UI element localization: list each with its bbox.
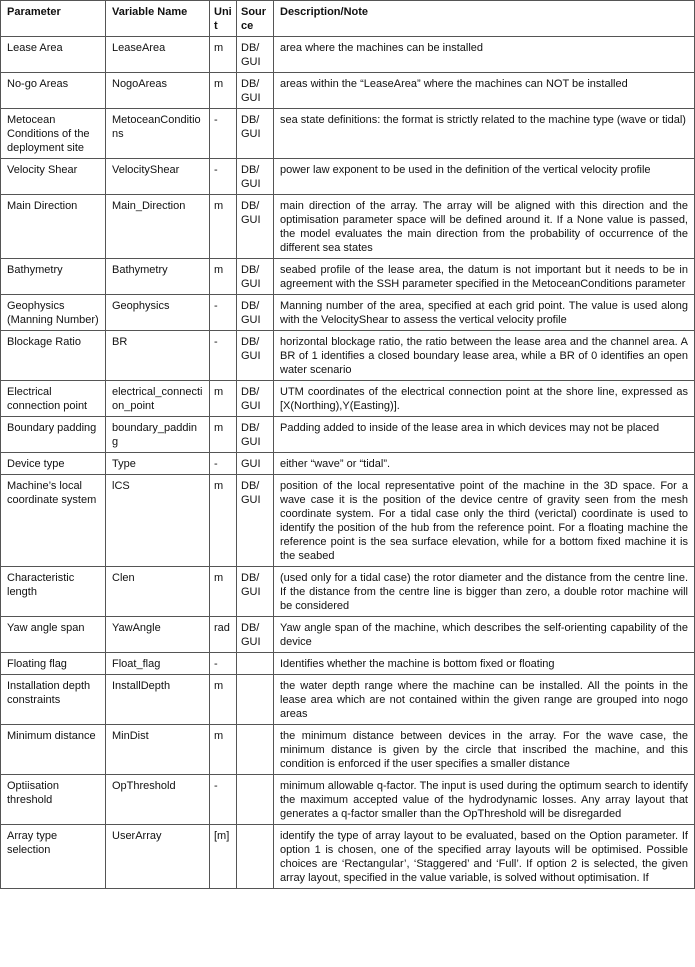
header-unit: Unit bbox=[210, 1, 237, 37]
cell-variable-name: Bathymetry bbox=[106, 259, 210, 295]
cell-variable-name: Clen bbox=[106, 567, 210, 617]
cell-parameter: Installation depth constraints bbox=[1, 675, 106, 725]
cell-variable-name: Type bbox=[106, 453, 210, 475]
cell-description: horizontal blockage ratio, the ratio between the lease area and the channel area. A BR of 1 identifies a closed boundary lease area, while a BR of 0 identifies an open water scenario bbox=[274, 331, 695, 381]
cell-variable-name: Geophysics bbox=[106, 295, 210, 331]
cell-source: DB/ GUI bbox=[237, 73, 274, 109]
cell-parameter: Machine’s local coordinate system bbox=[1, 475, 106, 567]
cell-variable-name: OpThreshold bbox=[106, 775, 210, 825]
cell-variable-name: LeaseArea bbox=[106, 37, 210, 73]
table-row bbox=[1, 475, 695, 567]
cell-variable-name: VelocityShear bbox=[106, 159, 210, 195]
cell-unit: m bbox=[210, 381, 237, 417]
cell-unit: m bbox=[210, 675, 237, 725]
cell-unit: - bbox=[210, 159, 237, 195]
cell-parameter: Metocean Conditions of the deployment site bbox=[1, 109, 106, 159]
cell-parameter: Lease Area bbox=[1, 37, 106, 73]
cell-variable-name: InstallDepth bbox=[106, 675, 210, 725]
table-row bbox=[1, 259, 695, 295]
table-row bbox=[1, 417, 695, 453]
cell-unit: m bbox=[210, 475, 237, 567]
table-row bbox=[1, 653, 695, 675]
cell-parameter: Geophysics (Manning Number) bbox=[1, 295, 106, 331]
cell-variable-name: Main_Direction bbox=[106, 195, 210, 259]
cell-variable-name: electrical_connection_point bbox=[106, 381, 210, 417]
table-row bbox=[1, 825, 695, 889]
cell-description: areas within the “LeaseArea” where the machines can NOT be installed bbox=[274, 73, 695, 109]
cell-description: identify the type of array layout to be evaluated, based on the Option parameter. If option 1 is chosen, one of the specified array layouts will be optimised. Possible choices are ‘Rectangular’, ‘Staggered’ and ‘Full’. If option 2 is selected, the given array layout, specified in the value variable, is solved without optimisation. If bbox=[274, 825, 695, 889]
cell-variable-name: MinDist bbox=[106, 725, 210, 775]
cell-description: sea state definitions: the format is strictly related to the machine type (wave or tidal) bbox=[274, 109, 695, 159]
cell-source: DB/ GUI bbox=[237, 331, 274, 381]
table-row bbox=[1, 37, 695, 73]
cell-parameter: Optiisation threshold bbox=[1, 775, 106, 825]
cell-parameter: Main Direction bbox=[1, 195, 106, 259]
table-row bbox=[1, 73, 695, 109]
cell-parameter: Electrical connection point bbox=[1, 381, 106, 417]
cell-source: DB/ GUI bbox=[237, 159, 274, 195]
table-row bbox=[1, 617, 695, 653]
cell-description: minimum allowable q-factor. The input is used during the optimum search to identify the maximum accepted value of the hydrodynamic losses. Any array layout that generates a q-factor smaller than the OpThreshold will be disregarded bbox=[274, 775, 695, 825]
cell-unit: m bbox=[210, 725, 237, 775]
cell-unit: - bbox=[210, 775, 237, 825]
cell-description: Padding added to inside of the lease area in which devices may not be placed bbox=[274, 417, 695, 453]
table-row bbox=[1, 675, 695, 725]
cell-source bbox=[237, 775, 274, 825]
table-row bbox=[1, 331, 695, 381]
cell-description: the water depth range where the machine can be installed. All the points in the lease area which are not contained within the given range are grouped into nogo areas bbox=[274, 675, 695, 725]
cell-unit: rad bbox=[210, 617, 237, 653]
table-row bbox=[1, 775, 695, 825]
cell-unit: m bbox=[210, 73, 237, 109]
cell-source: DB/ GUI bbox=[237, 381, 274, 417]
cell-description: position of the local representative point of the machine in the 3D space. For a wave case it is the position of the device centre of gravity seen from the mesh coordinate system. For a tidal case only the third (verictal) coordinate is used to identify the position of the hub from the reference point. For a floating machine the reference point is the sea surface elevation, while for a bottom fixed machine it is the seabed bbox=[274, 475, 695, 567]
cell-unit: m bbox=[210, 417, 237, 453]
cell-unit: m bbox=[210, 259, 237, 295]
cell-description: seabed profile of the lease area, the datum is not important but it needs to be in agreement with the SSH parameter specified in the MetoceanConditions parameter bbox=[274, 259, 695, 295]
cell-description: main direction of the array. The array will be aligned with this direction and the optimisation parameter space will be defined around it. If a None value is passed, the model evaluates the main direction from the probability of occurrence of the different sea states bbox=[274, 195, 695, 259]
cell-source: DB/ GUI bbox=[237, 295, 274, 331]
table-row bbox=[1, 381, 695, 417]
cell-unit: m bbox=[210, 567, 237, 617]
cell-variable-name: NogoAreas bbox=[106, 73, 210, 109]
table-row bbox=[1, 195, 695, 259]
cell-description: (used only for a tidal case) the rotor diameter and the distance from the centre line. If the distance from the centre line is bigger than zero, a double rotor machine will be considered bbox=[274, 567, 695, 617]
cell-variable-name: MetoceanConditions bbox=[106, 109, 210, 159]
cell-description: UTM coordinates of the electrical connection point at the shore line, expressed as [X(Northing),Y(Easting)]. bbox=[274, 381, 695, 417]
header-description: Description/Note bbox=[274, 1, 695, 37]
cell-description: either “wave” or “tidal”. bbox=[274, 453, 695, 475]
cell-source bbox=[237, 725, 274, 775]
cell-description: power law exponent to be used in the definition of the vertical velocity profile bbox=[274, 159, 695, 195]
cell-variable-name: boundary_padding bbox=[106, 417, 210, 453]
table-row bbox=[1, 453, 695, 475]
cell-unit: - bbox=[210, 295, 237, 331]
cell-description: area where the machines can be installed bbox=[274, 37, 695, 73]
cell-parameter: Boundary padding bbox=[1, 417, 106, 453]
cell-parameter: Device type bbox=[1, 453, 106, 475]
cell-unit: - bbox=[210, 653, 237, 675]
cell-source: DB/ GUI bbox=[237, 109, 274, 159]
cell-source: DB/ GUI bbox=[237, 195, 274, 259]
cell-source: DB/ GUI bbox=[237, 475, 274, 567]
table-row bbox=[1, 109, 695, 159]
cell-source: DB/ GUI bbox=[237, 37, 274, 73]
cell-source bbox=[237, 675, 274, 725]
cell-source: DB/ GUI bbox=[237, 417, 274, 453]
cell-unit: [m] bbox=[210, 825, 237, 889]
cell-parameter: Floating flag bbox=[1, 653, 106, 675]
cell-variable-name: BR bbox=[106, 331, 210, 381]
header-variable-name: Variable Name bbox=[106, 1, 210, 37]
table-body bbox=[1, 37, 695, 889]
header-parameter: Parameter bbox=[1, 1, 106, 37]
cell-variable-name: UserArray bbox=[106, 825, 210, 889]
cell-source: GUI bbox=[237, 453, 274, 475]
cell-variable-name: lCS bbox=[106, 475, 210, 567]
header-source: Source bbox=[237, 1, 274, 37]
cell-source bbox=[237, 653, 274, 675]
cell-variable-name: YawAngle bbox=[106, 617, 210, 653]
cell-description: the minimum distance between devices in the array. For the wave case, the minimum distance is given by the circle that inscribed the machine, and this condition is enforced if the user specifies a smaller distance bbox=[274, 725, 695, 775]
cell-unit: m bbox=[210, 195, 237, 259]
cell-source bbox=[237, 825, 274, 889]
cell-unit: m bbox=[210, 37, 237, 73]
cell-source: DB/ GUI bbox=[237, 259, 274, 295]
cell-unit: - bbox=[210, 109, 237, 159]
cell-source: DB/ GUI bbox=[237, 567, 274, 617]
cell-variable-name: Float_flag bbox=[106, 653, 210, 675]
cell-unit: - bbox=[210, 453, 237, 475]
table-row bbox=[1, 567, 695, 617]
cell-parameter: Yaw angle span bbox=[1, 617, 106, 653]
cell-parameter: Minimum distance bbox=[1, 725, 106, 775]
table-row bbox=[1, 725, 695, 775]
cell-description: Manning number of the area, specified at each grid point. The value is used along with the VelocityShear to assess the vertical velocity profile bbox=[274, 295, 695, 331]
cell-parameter: Velocity Shear bbox=[1, 159, 106, 195]
cell-description: Yaw angle span of the machine, which describes the self-orienting capability of the device bbox=[274, 617, 695, 653]
table-row bbox=[1, 159, 695, 195]
cell-unit: - bbox=[210, 331, 237, 381]
cell-source: DB/ GUI bbox=[237, 617, 274, 653]
table-row bbox=[1, 295, 695, 331]
cell-parameter: No-go Areas bbox=[1, 73, 106, 109]
cell-description: Identifies whether the machine is bottom fixed or floating bbox=[274, 653, 695, 675]
cell-parameter: Characteristic length bbox=[1, 567, 106, 617]
cell-parameter: Blockage Ratio bbox=[1, 331, 106, 381]
header-row bbox=[1, 1, 695, 37]
cell-parameter: Array type selection bbox=[1, 825, 106, 889]
cell-parameter: Bathymetry bbox=[1, 259, 106, 295]
